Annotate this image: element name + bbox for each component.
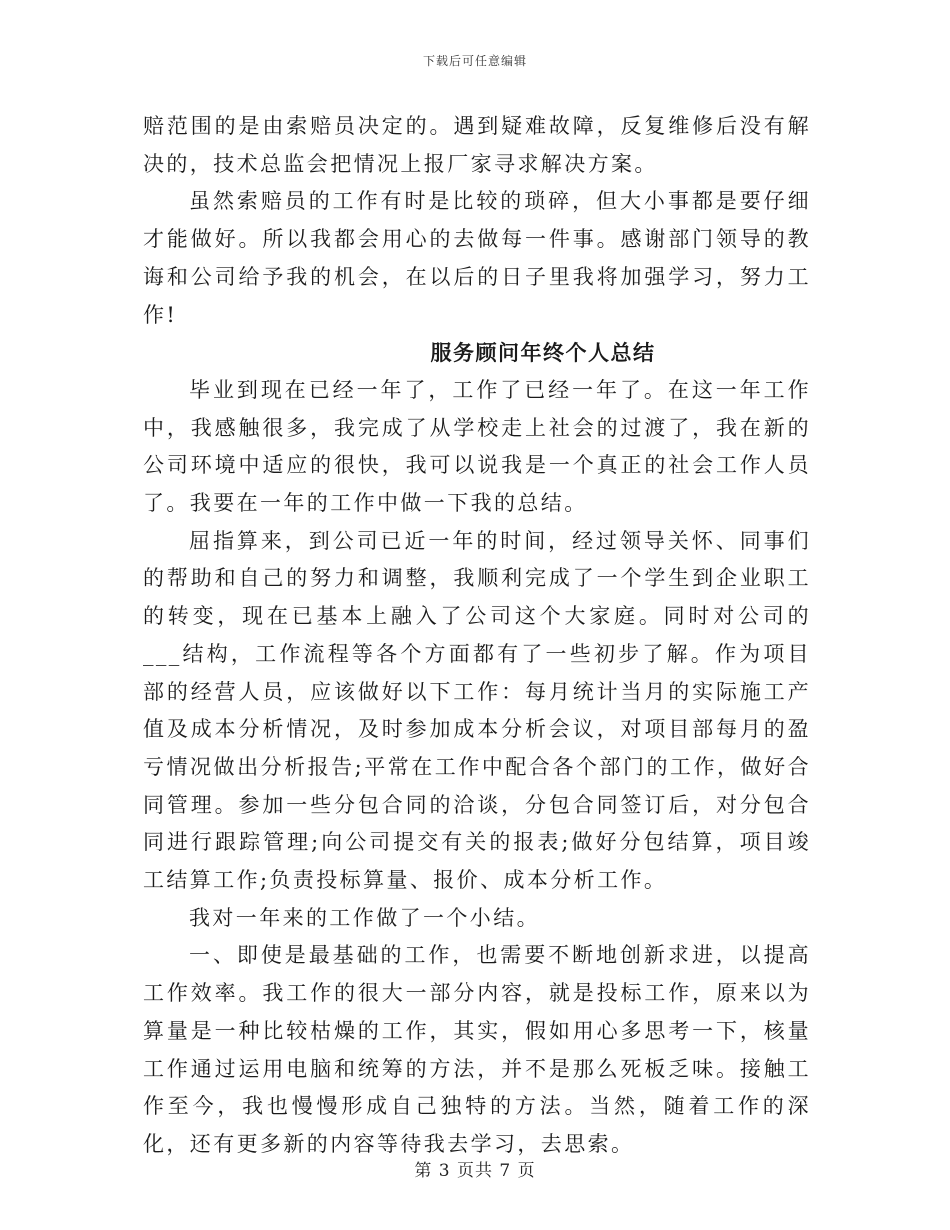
page-header: 下载后可任意编辑 bbox=[422, 54, 527, 68]
body-paragraph: 屈指算来，到公司已近一年的时间，经过领导关怀、同事们的帮助和自己的努力和调整，我顺利完成了一个学生到企业职工的转变，现在已基本上融入了公司这个大家庭。同时对公司的___结构，工作流程等各个方面都有了一些初步了解。作为项目部的经营人员，应该做好以下工作：每月统计当月的实际施工产值及成本分析情况，及时参加成本分析会议，对项目部每月的盈亏情况做出分析报告;平常在工作中配合各个部门的工作，做好合同管理。参加一些分包合同的洽谈，分包合同签订后，对分包合同进行跟踪管理;向公司提交有关的报表;做好分包结算，项目竣工结算工作;负责投标算量、报价、成本分析工作。 bbox=[143, 528, 811, 893]
body-paragraph: 一、即使是最基础的工作，也需要不断地创新求进，以提高工作效率。我工作的很大一部分内容，就是投标工作，原来以为算量是一种比较枯燥的工作，其实，假如用心多思考一下，核量工作通过运用电脑和统筹的方法，并不是那么死板乏味。接触工作至今，我也慢慢形成自己独特的方法。当然，随着工作的深化，还有更多新的内容等待我去学习，去思索。 bbox=[143, 943, 811, 1156]
continued-paragraph: 赔范围的是由索赔员决定的。遇到疑难故障，反复维修后没有解决的，技术总监会把情况上报厂家寻求解决方案。 bbox=[143, 114, 811, 176]
document-body bbox=[143, 108, 811, 1164]
page-number: 第 3 页共 7 页 bbox=[414, 1161, 536, 1181]
body-paragraph: 我对一年来的工作做了一个小结。 bbox=[189, 905, 540, 930]
section-title: 服务顾问年终个人总结 bbox=[430, 340, 656, 366]
body-paragraph: 毕业到现在已经一年了，工作了已经一年了。在这一年工作中，我感触很多，我完成了从学校走上社会的过渡了，我在新的公司环境中适应的很快，我可以说我是一个真正的社会工作人员了。我要在一年的工作中做一下我的总结。 bbox=[143, 377, 811, 516]
closing-paragraph: 虽然索赔员的工作有时是比较的琐碎，但大小事都是要仔细才能做好。所以我都会用心的去做每一件事。感谢部门领导的教诲和公司给予我的机会，在以后的日子里我将加强学习，努力工作! bbox=[143, 189, 811, 327]
